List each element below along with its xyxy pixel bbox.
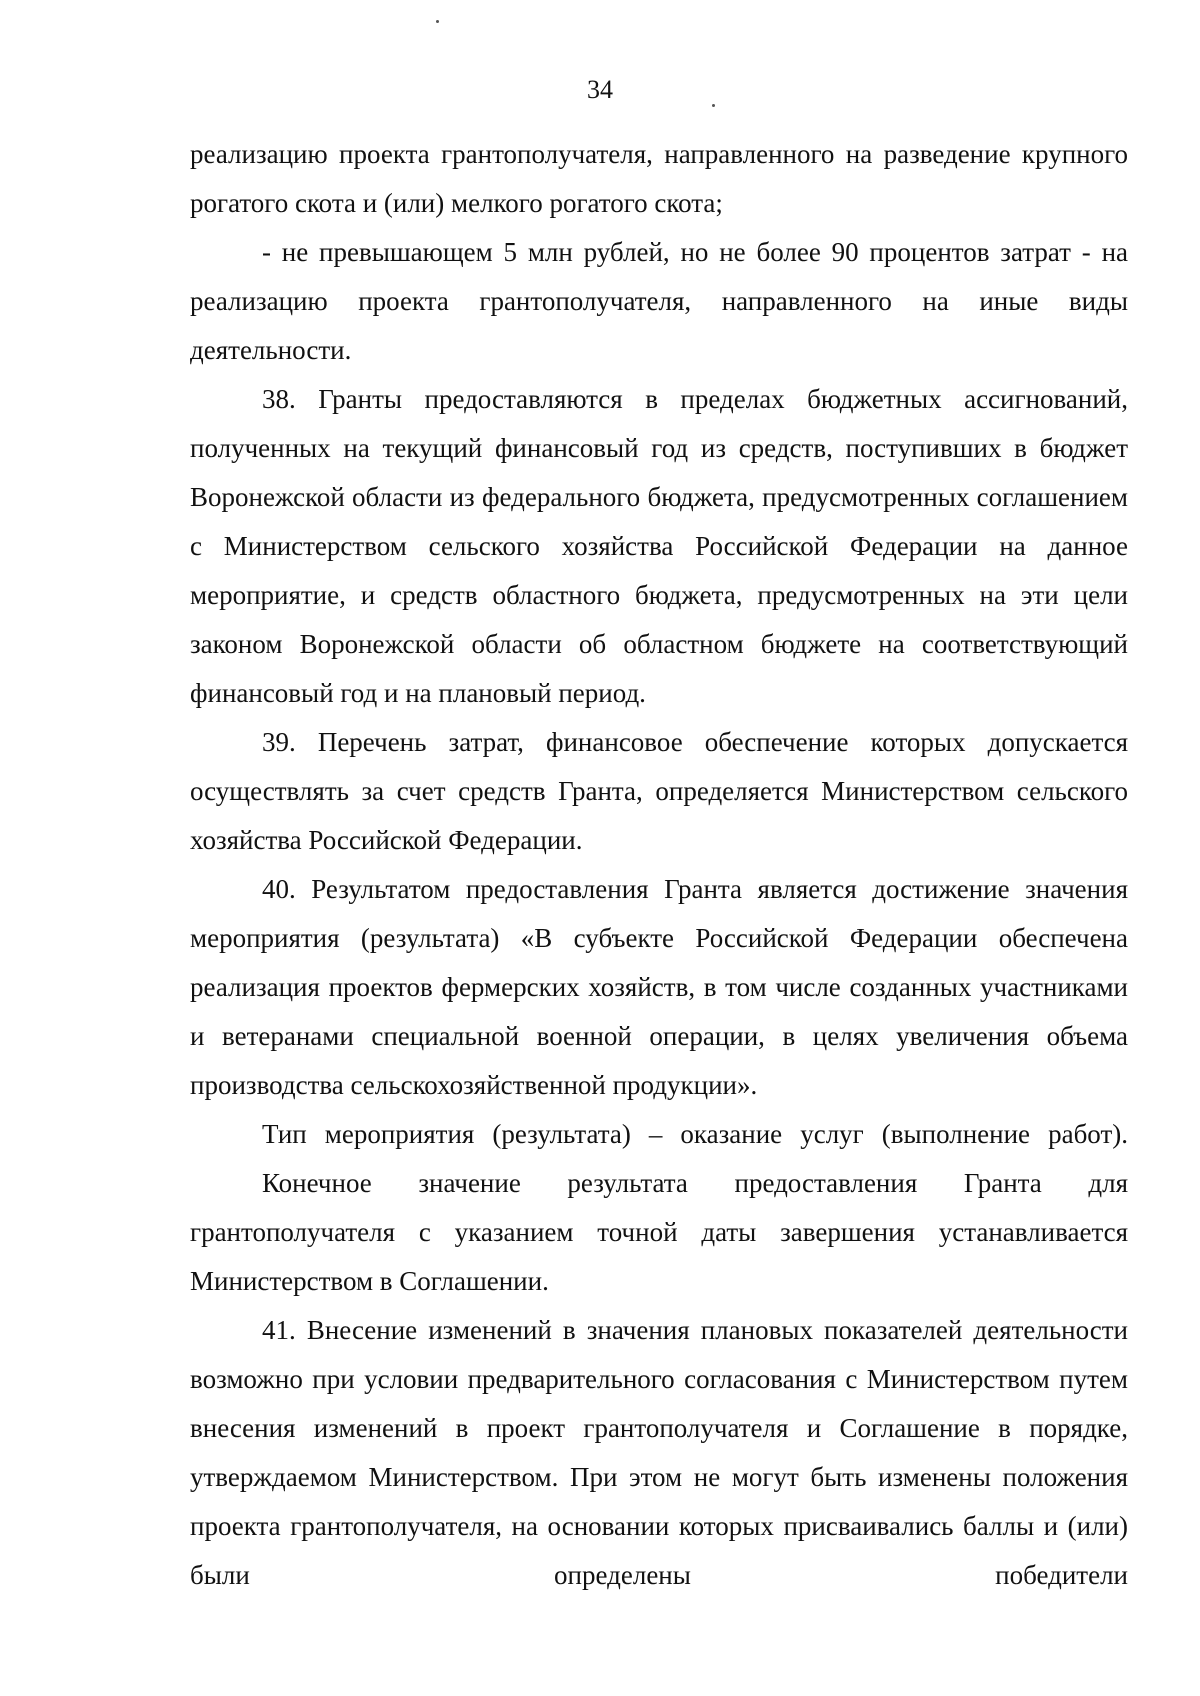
page-number: 34 xyxy=(587,75,613,104)
scan-speck xyxy=(436,20,439,23)
paragraph-item-41: 41. Внесение изменений в значения плановых показателей деятельности возможно при условии предварительного согласования с Министерством путем внесения изменений в проект грантополучателя и Соглашение в порядке, утверждаемом Министерством. При этом не могут быть изменены положения проекта грантополучателя, на основании которых присваивались баллы и (или) были определены победители xyxy=(190,1315,1128,1590)
paragraph-list-item: - не превышающем 5 млн рублей, но не более 90 процентов затрат - на реализацию проекта грантополучателя, направленного на иные виды деятельности. xyxy=(190,237,1128,365)
paragraph-item-40: 40. Результатом предоставления Гранта является достижение значения мероприятия (результата) «В субъекте Российской Федерации обеспечена реализация проектов фермерских хозяйств, в том числе созданных участниками и ветеранами специальной военной операции, в целях увеличения объема производства сельскохозяйственной продукции». xyxy=(190,874,1128,1100)
paragraph-item-38: 38. Гранты предоставляются в пределах бюджетных ассигнований, полученных на текущий финансовый год из средств, поступивших в бюджет Воронежской области из федерального бюджета, предусмотренных соглашением с Министерством сельского хозяйства Российской Федерации на данное мероприятие, и средств областного бюджета, предусмотренных на эти цели законом Воронежской области об областном бюджете на соответствующий финансовый год и на плановый период. xyxy=(190,384,1128,708)
paragraph-final-value: Конечное значение результата предоставления Гранта для грантополучателя с указанием точной даты завершения устанавливается Министерством в Соглашении. xyxy=(190,1168,1128,1296)
paragraph-continuation: реализацию проекта грантополучателя, направленного на разведение крупного рогатого скота и (или) мелкого рогатого скота; xyxy=(190,139,1128,218)
document-body xyxy=(190,130,1128,1600)
paragraph-item-39: 39. Перечень затрат, финансовое обеспечение которых допускается осуществлять за счет средств Гранта, определяется Министерством сельского хозяйства Российской Федерации. xyxy=(190,727,1128,855)
paragraph-result-type: Тип мероприятия (результата) – оказание услуг (выполнение работ). xyxy=(262,1119,1128,1149)
